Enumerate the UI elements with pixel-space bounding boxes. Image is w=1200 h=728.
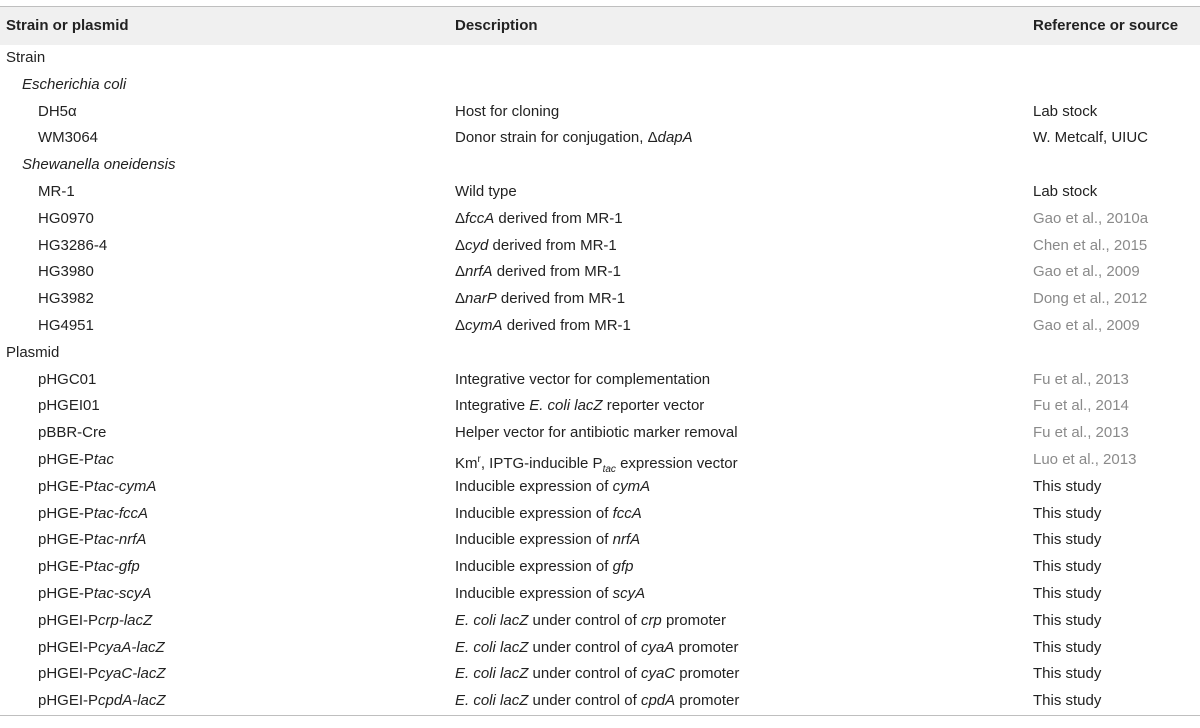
description: ΔfccA derived from MR-1 bbox=[455, 209, 623, 227]
strain-name: WM3064 bbox=[38, 129, 99, 147]
header-reference-or-source: Reference or source bbox=[1033, 17, 1179, 34]
strain-name: HG3982 bbox=[38, 290, 94, 308]
description: Donor strain for conjugation, ΔdapA bbox=[455, 129, 693, 147]
description: Host for cloning bbox=[455, 102, 560, 120]
plasmid-name: pHGE-Ptac-nrfA bbox=[38, 531, 147, 549]
species-label: Escherichia coli bbox=[22, 75, 127, 93]
strain-name: HG3980 bbox=[38, 263, 94, 281]
reference-link[interactable]: Chen et al., 2015 bbox=[1033, 236, 1148, 254]
strain-name: HG4951 bbox=[38, 316, 94, 334]
table-row bbox=[0, 688, 1200, 715]
reference-link[interactable]: Gao et al., 2009 bbox=[1033, 316, 1140, 334]
table-row bbox=[0, 661, 1200, 688]
description: ΔcymA derived from MR-1 bbox=[455, 316, 631, 334]
plasmid-name: pHGE-Ptac-cymA bbox=[38, 477, 157, 495]
table-row bbox=[0, 340, 1200, 367]
description: Inducible expression of nrfA bbox=[455, 531, 641, 549]
description: Inducible expression of cymA bbox=[455, 477, 651, 495]
description: Integrative vector for complementation bbox=[455, 370, 711, 388]
strain-name: DH5α bbox=[38, 102, 77, 120]
table-row bbox=[0, 233, 1200, 260]
table-row bbox=[0, 393, 1200, 420]
plasmid-name: pHGC01 bbox=[38, 370, 97, 388]
table-row bbox=[0, 527, 1200, 554]
table-row bbox=[0, 581, 1200, 608]
description: Inducible expression of scyA bbox=[455, 584, 646, 602]
table-header bbox=[0, 7, 1200, 45]
reference: This study bbox=[1033, 665, 1102, 683]
strain-plasmid-table bbox=[0, 6, 1200, 716]
table-row bbox=[0, 45, 1200, 72]
reference: This study bbox=[1033, 638, 1102, 656]
description: Integrative E. coli lacZ reporter vector bbox=[455, 397, 705, 415]
plasmid-name: pHGEI-PcyaC-lacZ bbox=[38, 665, 166, 683]
reference: Lab stock bbox=[1033, 102, 1098, 120]
reference: This study bbox=[1033, 531, 1102, 549]
table-row bbox=[0, 125, 1200, 152]
table-row bbox=[0, 635, 1200, 662]
plasmid-name: pHGEI-PcyaA-lacZ bbox=[38, 638, 165, 656]
reference-link[interactable]: Fu et al., 2014 bbox=[1033, 397, 1129, 415]
bottom-rule bbox=[0, 715, 1200, 716]
table-row bbox=[0, 72, 1200, 99]
table-row bbox=[0, 259, 1200, 286]
reference-link[interactable]: Fu et al., 2013 bbox=[1033, 370, 1129, 388]
reference: This study bbox=[1033, 692, 1102, 710]
reference: This study bbox=[1033, 584, 1102, 602]
table-row bbox=[0, 474, 1200, 501]
reference-link[interactable]: Luo et al., 2013 bbox=[1033, 450, 1137, 468]
table-row bbox=[0, 447, 1200, 474]
description: E. coli lacZ under control of cyaA promoter bbox=[455, 638, 739, 656]
reference-link[interactable]: Dong et al., 2012 bbox=[1033, 290, 1148, 308]
reference-link[interactable]: Fu et al., 2013 bbox=[1033, 424, 1129, 442]
species-label: Shewanella oneidensis bbox=[22, 156, 176, 174]
description: E. coli lacZ under control of crp promoter bbox=[455, 611, 726, 629]
strain-name: HG0970 bbox=[38, 209, 94, 227]
reference: This study bbox=[1033, 611, 1102, 629]
reference: This study bbox=[1033, 477, 1102, 495]
section-label-strain: Strain bbox=[6, 49, 46, 66]
description: Wild type bbox=[455, 182, 517, 200]
table-row bbox=[0, 313, 1200, 340]
header-description: Description bbox=[455, 17, 538, 34]
plasmid-name: pHGEI01 bbox=[38, 397, 100, 415]
plasmid-name: pHGE-Ptac bbox=[38, 450, 114, 468]
description: Inducible expression of gfp bbox=[455, 558, 634, 576]
table-row bbox=[0, 179, 1200, 206]
table-row bbox=[0, 608, 1200, 635]
description: Δcyd derived from MR-1 bbox=[455, 236, 617, 254]
table-row bbox=[0, 99, 1200, 126]
reference: This study bbox=[1033, 504, 1102, 522]
description: E. coli lacZ under control of cpdA promoter bbox=[455, 692, 740, 710]
table-row bbox=[0, 206, 1200, 233]
description: Helper vector for antibiotic marker removal bbox=[455, 424, 738, 442]
plasmid-name: pHGE-Ptac-gfp bbox=[38, 558, 140, 576]
reference: W. Metcalf, UIUC bbox=[1033, 129, 1149, 147]
plasmid-name: pHGEI-Pcrp-lacZ bbox=[38, 611, 153, 629]
strain-name: MR-1 bbox=[38, 182, 75, 200]
reference-link[interactable]: Gao et al., 2010a bbox=[1033, 209, 1149, 227]
plasmid-name: pHGE-Ptac-fccA bbox=[38, 504, 149, 522]
plasmid-name: pHGEI-PcpdA-lacZ bbox=[38, 692, 166, 710]
description: Km$^r$, IPTG-inducible $P_{tac}$ expression vector bbox=[455, 453, 738, 475]
description: E. coli lacZ under control of cyaC promoter bbox=[455, 665, 740, 683]
table-row bbox=[0, 554, 1200, 581]
table-row bbox=[0, 420, 1200, 447]
reference-link[interactable]: Gao et al., 2009 bbox=[1033, 263, 1140, 281]
plasmid-name: pBBR-Cre bbox=[38, 424, 107, 442]
table-row bbox=[0, 501, 1200, 528]
table-row bbox=[0, 152, 1200, 179]
plasmid-name: pHGE-Ptac-scyA bbox=[38, 584, 152, 602]
table-row bbox=[0, 367, 1200, 394]
description: Inducible expression of fccA bbox=[455, 504, 642, 522]
header-strain-or-plasmid: Strain or plasmid bbox=[6, 17, 129, 34]
strain-name: HG3286-4 bbox=[38, 236, 108, 254]
reference: This study bbox=[1033, 558, 1102, 576]
table-row bbox=[0, 286, 1200, 313]
description: ΔnarP derived from MR-1 bbox=[455, 290, 626, 308]
description: ΔnrfA derived from MR-1 bbox=[455, 263, 621, 281]
reference: Lab stock bbox=[1033, 182, 1098, 200]
section-label-plasmid: Plasmid bbox=[6, 343, 60, 361]
